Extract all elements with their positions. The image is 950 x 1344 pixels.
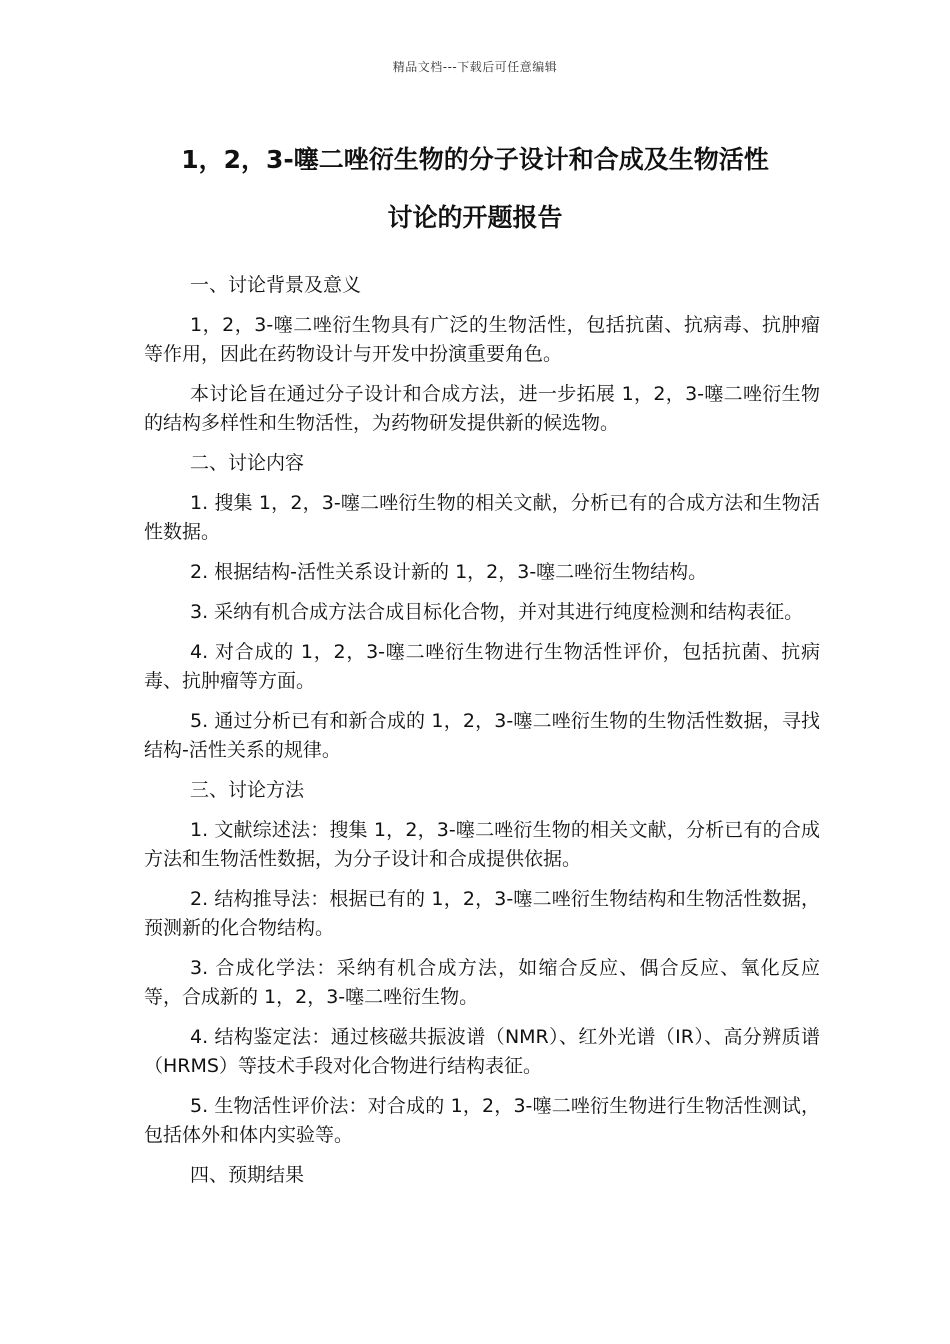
list-item: 1. 搜集 1，2，3-噻二唑衍生物的相关文献，分析已有的合成方法和生物活性数据。: [144, 492, 820, 543]
paragraph: 1，2，3-噻二唑衍生物具有广泛的生物活性，包括抗菌、抗病毒、抗肿瘤等作用，因此在药物设计与开发中扮演重要角色。: [144, 314, 820, 365]
list-item: 1. 文献综述法：搜集 1，2，3-噻二唑衍生物的相关文献，分析已有的合成方法和生物活性数据，为分子设计和合成提供依据。: [144, 819, 820, 870]
list-item: 4. 结构鉴定法：通过核磁共振波谱（NMR）、红外光谱（IR）、高分辨质谱（HRMS）等技术手段对化合物进行结构表征。: [144, 1026, 820, 1077]
header-note: 精品文档---下载后可任意编辑: [392, 60, 558, 74]
list-item: 4. 对合成的 1，2，3-噻二唑衍生物进行生物活性评价，包括抗菌、抗病毒、抗肿瘤等方面。: [144, 641, 820, 692]
list-item: 3. 采纳有机合成方法合成目标化合物，并对其进行纯度检测和结构表征。: [190, 601, 804, 623]
list-item: 3. 合成化学法：采纳有机合成方法，如缩合反应、偶合反应、氧化反应等，合成新的 1，2，3-噻二唑衍生物。: [144, 957, 820, 1008]
paragraph: 本讨论旨在通过分子设计和合成方法，进一步拓展 1，2，3-噻二唑衍生物的结构多样性和生物活性，为药物研发提供新的候选物。: [144, 383, 820, 434]
document-title-line-1: 1，2，3-噻二唑衍生物的分子设计和合成及生物活性: [181, 145, 769, 174]
list-item: 2. 根据结构-活性关系设计新的 1，2，3-噻二唑衍生物结构。: [190, 561, 708, 583]
list-item: 2. 结构推导法：根据已有的 1，2，3-噻二唑衍生物结构和生物活性数据，预测新的化合物结构。: [144, 888, 820, 939]
section-heading-content: 二、讨论内容: [190, 452, 305, 474]
document-body: [144, 271, 820, 1201]
section-heading-methods: 三、讨论方法: [190, 779, 305, 801]
document-title-line-2: 讨论的开题报告: [387, 203, 563, 232]
section-heading-expected-results: 四、预期结果: [190, 1164, 305, 1186]
list-item: 5. 通过分析已有和新合成的 1，2，3-噻二唑衍生物的生物活性数据，寻找结构-活性关系的规律。: [144, 710, 820, 761]
section-heading-background: 一、讨论背景及意义: [190, 274, 362, 296]
list-item: 5. 生物活性评价法：对合成的 1，2，3-噻二唑衍生物进行生物活性测试，包括体外和体内实验等。: [144, 1095, 820, 1146]
